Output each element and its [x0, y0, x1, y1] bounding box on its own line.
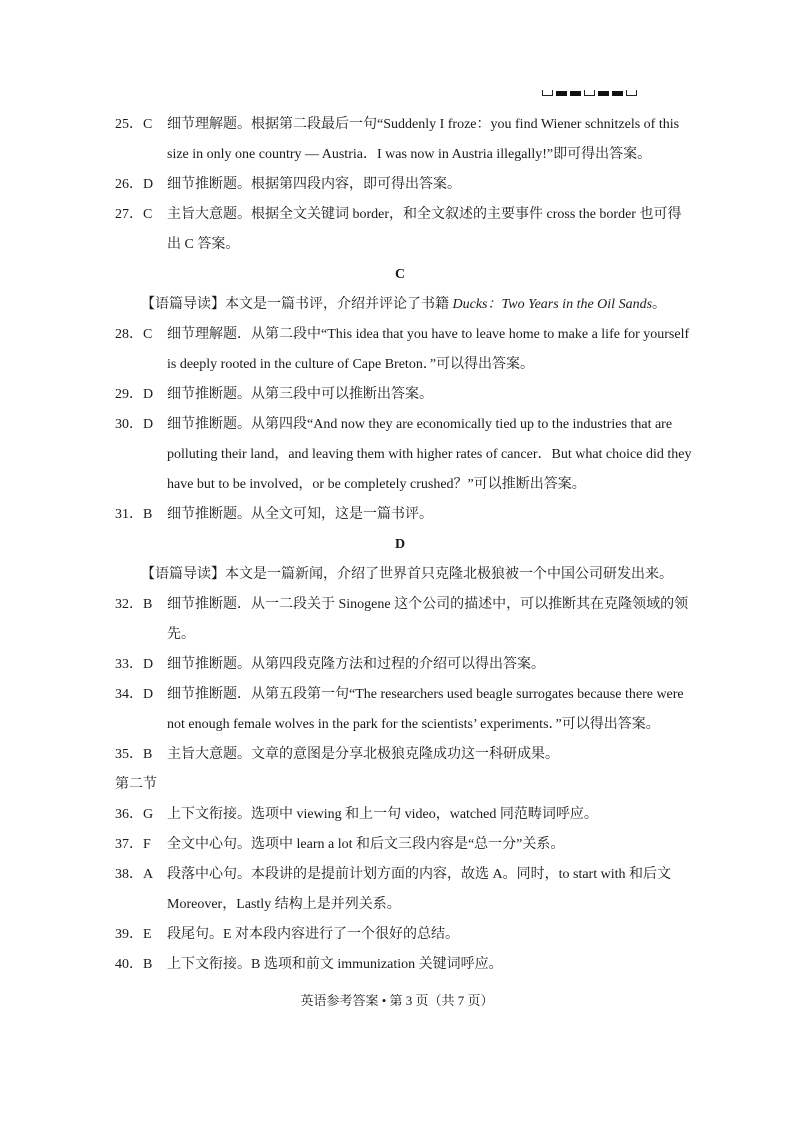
answer-continuation: is deeply rooted in the culture of Cape Breton．”可以得出答案。	[167, 357, 535, 372]
answer-line	[115, 170, 685, 200]
answer-line	[115, 410, 685, 440]
answer-continuation: polluting their land，and leaving them with higher rates of cancer．But what choice did they	[167, 447, 692, 462]
answer-explanation: 细节推断题。从全文可知，这是一篇书评。	[167, 507, 433, 522]
mark-open	[626, 90, 637, 96]
answer-line	[115, 800, 685, 830]
answer-number: 36．G	[115, 807, 154, 822]
answer-explanation: 主旨大意题。文章的意图是分享北极狼克隆成功这一科研成果。	[167, 747, 559, 762]
answer-content	[115, 110, 692, 980]
answer-number: 31．B	[115, 507, 153, 522]
answer-number: 27．C	[115, 207, 153, 222]
answer-line	[115, 110, 685, 140]
answer-explanation: 细节理解题．从第二段中“This idea that you have to leave home to make a life for yourself	[167, 327, 690, 342]
answer-explanation: 细节推断题。从第三段中可以推断出答案。	[167, 387, 433, 402]
answer-number: 39．E	[115, 927, 152, 942]
answer-line	[115, 320, 690, 350]
answer-explanation: 细节推断题．从第五段第一句“The researchers used beagle surrogates because there were	[167, 687, 684, 702]
mark-open	[542, 90, 553, 96]
answer-number: 40．B	[115, 957, 153, 972]
answer-explanation: 主旨大意题。根据全文关键词 border，和全文叙述的主要事件 cross the border 也可得	[167, 207, 682, 222]
answer-line	[115, 830, 685, 860]
answer-line	[115, 680, 685, 710]
answer-number: 34．D	[115, 687, 154, 702]
answer-number: 28．C	[115, 327, 153, 342]
answer-line	[115, 650, 685, 680]
answer-line	[115, 380, 685, 410]
page-footer: 英语参考答案 • 第 3 页（共 7 页）	[300, 993, 494, 1008]
mark-filled	[598, 91, 609, 96]
answer-continuation: Moreover，Lastly 结构上是并列关系。	[167, 897, 401, 912]
answer-explanation: 细节推断题．从一二段关于 Sinogene 这个公司的描述中，可以推断其在克隆领域的领	[167, 597, 689, 612]
mark-filled	[570, 91, 581, 96]
answer-line	[115, 920, 685, 950]
answer-explanation: 细节理解题。根据第二段最后一句“Suddenly I froze：you find Wiener schnitzels of this	[167, 117, 680, 132]
answer-line	[115, 740, 685, 770]
answer-number: 32．B	[115, 597, 153, 612]
answer-number: 35．B	[115, 747, 153, 762]
section-heading: D	[394, 537, 406, 552]
answer-line	[115, 950, 685, 980]
answer-explanation: 段尾句。E 对本段内容进行了一个很好的总结。	[167, 927, 460, 942]
answer-explanation: 全文中心句。选项中 learn a lot 和后文三段内容是“总一分”关系。	[167, 837, 565, 852]
answer-explanation: 上下文衔接。选项中 viewing 和上一句 video，watched 同范畴词呼应。	[167, 807, 598, 822]
answer-explanation: 细节推断题。从第四段“And now they are economically tied up to the industries that are	[167, 417, 673, 432]
guide-text: 【语篇导读】本文是一篇书评，介绍并评论了书籍	[141, 297, 453, 312]
answer-explanation: 细节推断题。从第四段克隆方法和过程的介绍可以得出答案。	[167, 657, 545, 672]
answer-continuation: 先。	[167, 627, 195, 642]
answer-line	[115, 500, 685, 530]
passage-guide	[115, 290, 685, 320]
answer-explanation: 段落中心句。本段讲的是提前计划方面的内容，故选 A。同时，to start with 和后文	[167, 867, 671, 882]
mark-filled	[612, 91, 623, 96]
answer-number: 26．D	[115, 177, 154, 192]
mark-filled	[556, 91, 567, 96]
answer-line	[115, 860, 685, 890]
answer-number: 30．D	[115, 417, 154, 432]
mark-open	[584, 90, 595, 96]
guide-text-end: 。	[652, 297, 667, 312]
answer-number: 38．A	[115, 867, 154, 882]
answer-continuation: not enough female wolves in the park for the scientists’ experiments．”可以得出答案。	[167, 717, 660, 732]
book-title: Ducks：Two Years in the Oil Sands	[452, 297, 653, 312]
answer-number: 33．D	[115, 657, 154, 672]
header-page-marks	[542, 90, 637, 96]
answer-number: 29．D	[115, 387, 154, 402]
answer-line	[115, 200, 685, 230]
answer-number: 25．C	[115, 117, 153, 132]
passage-guide	[115, 560, 685, 590]
answer-explanation: 细节推断题。根据第四段内容，即可得出答案。	[167, 177, 461, 192]
section-title: 第二节	[115, 777, 157, 792]
answer-explanation: 上下文衔接。B 选项和前文 immunization 关键词呼应。	[167, 957, 503, 972]
answer-number: 37．F	[115, 837, 151, 852]
guide-text: 【语篇导读】本文是一篇新闻，介绍了世界首只克隆北极狼被一个中国公司研发出来。	[141, 567, 673, 582]
answer-line	[115, 590, 689, 620]
answer-continuation: have but to be involved，or be completely crushed？”可以推断出答案。	[167, 477, 586, 492]
section-heading: C	[394, 267, 406, 282]
answer-continuation: 出 C 答案。	[167, 237, 240, 252]
answer-continuation: size in only one country — Austria．I was now in Austria illegally!”即可得出答案。	[167, 147, 652, 162]
